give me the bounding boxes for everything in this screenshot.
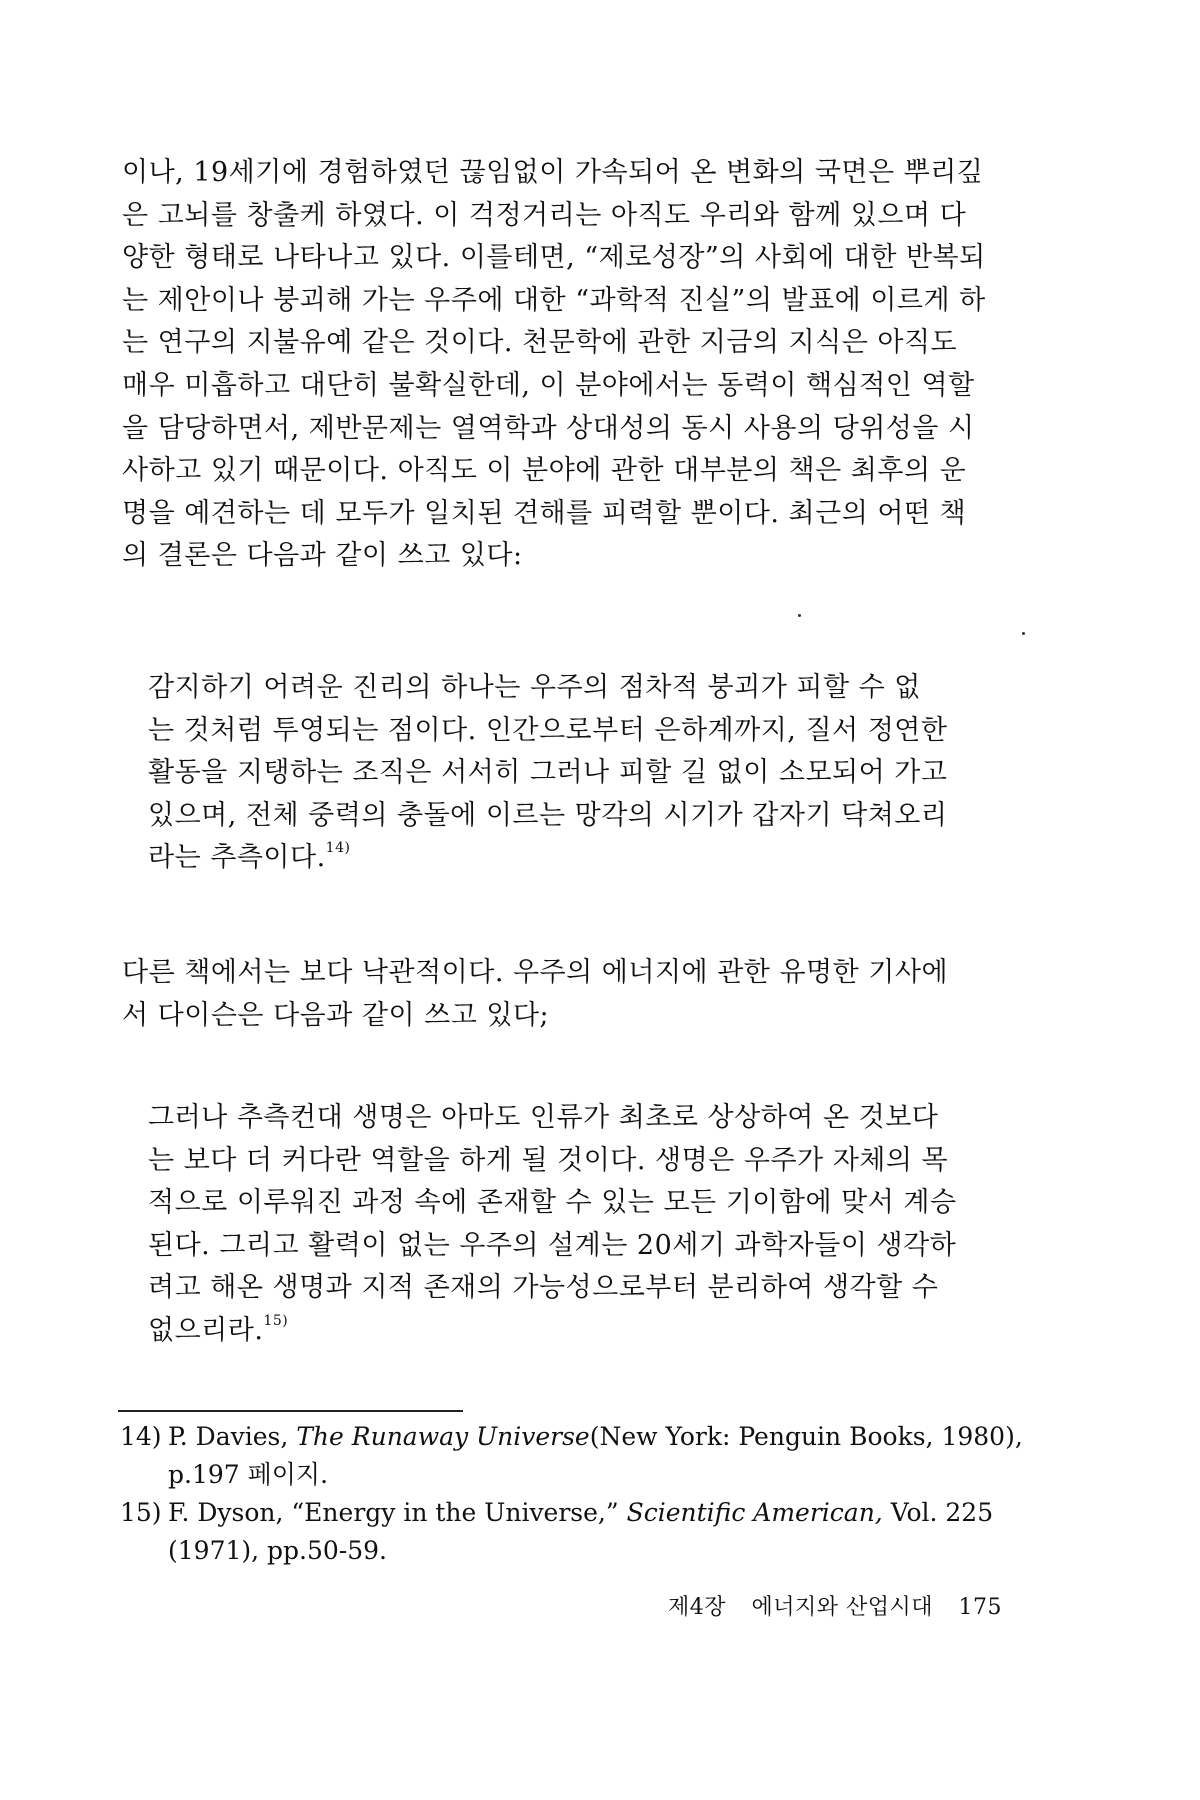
footnote-author: P. Davies, [168, 1422, 297, 1451]
text-line: 이나, 19세기에 경험하였던 끊임없이 가속되어 온 변화의 국면은 뿌리깊 [122, 157, 984, 188]
running-footer [650, 1590, 1002, 1621]
text-line: 사하고 있기 때문이다. 아직도 이 분야에 관한 대부분의 책은 최후의 운 [122, 455, 967, 487]
footnote-ref-15: 15) [263, 1312, 289, 1329]
footnote-15 [120, 1494, 1030, 1532]
quote-line-text: 없으리라. [148, 1314, 264, 1346]
quote-line: 된다. 그리고 활력이 없는 우주의 설계는 20세기 과학자들이 생각하 [148, 1229, 957, 1261]
footnote-author: F. Dyson, “Energy in the Universe,” [168, 1498, 627, 1527]
paragraph-1 [122, 152, 1030, 578]
text-line: 는 연구의 지불유예 같은 것이다. 천문학에 관한 지금의 지식은 아직도 [122, 327, 958, 359]
text-line: 명을 예견하는 데 모두가 일치된 견해를 피력할 뿐이다. 최근의 어떤 책 [122, 497, 967, 529]
footnote-number: 14) [120, 1422, 162, 1451]
paragraph-2 [122, 952, 1030, 1037]
text-line: 은 고뇌를 창출케 하였다. 이 걱정거리는 아직도 우리와 함께 있으며 다 [122, 199, 967, 231]
quote-last-line [148, 1310, 1006, 1353]
quote-line: 활동을 지탱하는 조직은 서서히 그러나 피할 길 없이 소모되어 가고 [148, 757, 948, 789]
text-line: 다른 책에서는 보다 낙관적이다. 우주의 에너지에 관한 유명한 기사에 [122, 957, 949, 988]
footnote-14 [120, 1418, 1030, 1456]
footnote-continuation: p.197 페이지. [168, 1460, 329, 1489]
text-line: 매우 미흡하고 대단히 불확실한데, 이 분야에서는 동력이 핵심적인 역할 [122, 369, 975, 401]
text-line: 의 결론은 다음과 같이 쓰고 있다: [122, 540, 523, 572]
block-quote-1 [148, 667, 1006, 880]
footnote-text [168, 1494, 1030, 1532]
footnote-number: 15) [120, 1498, 162, 1527]
quote-line: 적으로 이루워진 과정 속에 존재할 수 있는 모든 기이함에 맞서 계승 [148, 1187, 957, 1219]
page-number: 175 [958, 1595, 1002, 1620]
quote-line: 려고 해온 생명과 지적 존재의 가능성으로부터 분리하여 생각할 수 [148, 1272, 939, 1304]
print-speck [1022, 632, 1025, 635]
footnote-text [168, 1418, 1030, 1456]
text-line: 는 제안이나 붕괴해 가는 우주에 대한 “과학적 진실”의 발표에 이르게 하 [122, 284, 986, 316]
footnotes [120, 1418, 1030, 1570]
footnote-continuation: (1971), pp.50-59. [168, 1536, 387, 1565]
footnote-publication: (New York: Penguin Books, 1980), [589, 1422, 1023, 1451]
quote-line: 는 것처럼 투영되는 점이다. 인간으로부터 은하계까지, 질서 정연한 [148, 714, 948, 746]
quote-last-line [148, 837, 1006, 880]
block-quote-2 [148, 1097, 1006, 1353]
quote-line: 그러나 추측컨대 생명은 아마도 인류가 최초로 상상하여 온 것보다 [148, 1102, 939, 1133]
text-line: 양한 형태로 나타나고 있다. 이를테면, “제로성장”의 사회에 대한 반복되 [122, 242, 986, 274]
quote-line: 감지하기 어려운 진리의 하나는 우주의 점차적 붕괴가 피할 수 없 [148, 672, 921, 703]
quote-line: 있으며, 전체 중력의 충돌에 이르는 망각의 시기가 갑자기 닥쳐오리 [148, 799, 948, 831]
print-speck [798, 614, 801, 617]
footnote-ref-14: 14) [325, 840, 351, 857]
text-line: 서 다이슨은 다음과 같이 쓰고 있다; [122, 999, 550, 1031]
footnote-publication: Vol. 225 [882, 1498, 994, 1527]
chapter-title: 에너지와 산업시대 [751, 1595, 933, 1620]
chapter-label: 제4장 [667, 1595, 726, 1620]
quote-line-text: 라는 추측이다. [148, 842, 326, 874]
footnote-title: Scientific American, [626, 1498, 883, 1527]
footnote-title: The Runaway Universe [296, 1422, 590, 1451]
text-line: 을 담당하면서, 제반문제는 열역학과 상대성의 동시 사용의 당위성을 시 [122, 412, 975, 444]
quote-line: 는 보다 더 커다란 역할을 하게 될 것이다. 생명은 우주가 자체의 목 [148, 1144, 949, 1176]
footnote-divider [118, 1410, 463, 1412]
